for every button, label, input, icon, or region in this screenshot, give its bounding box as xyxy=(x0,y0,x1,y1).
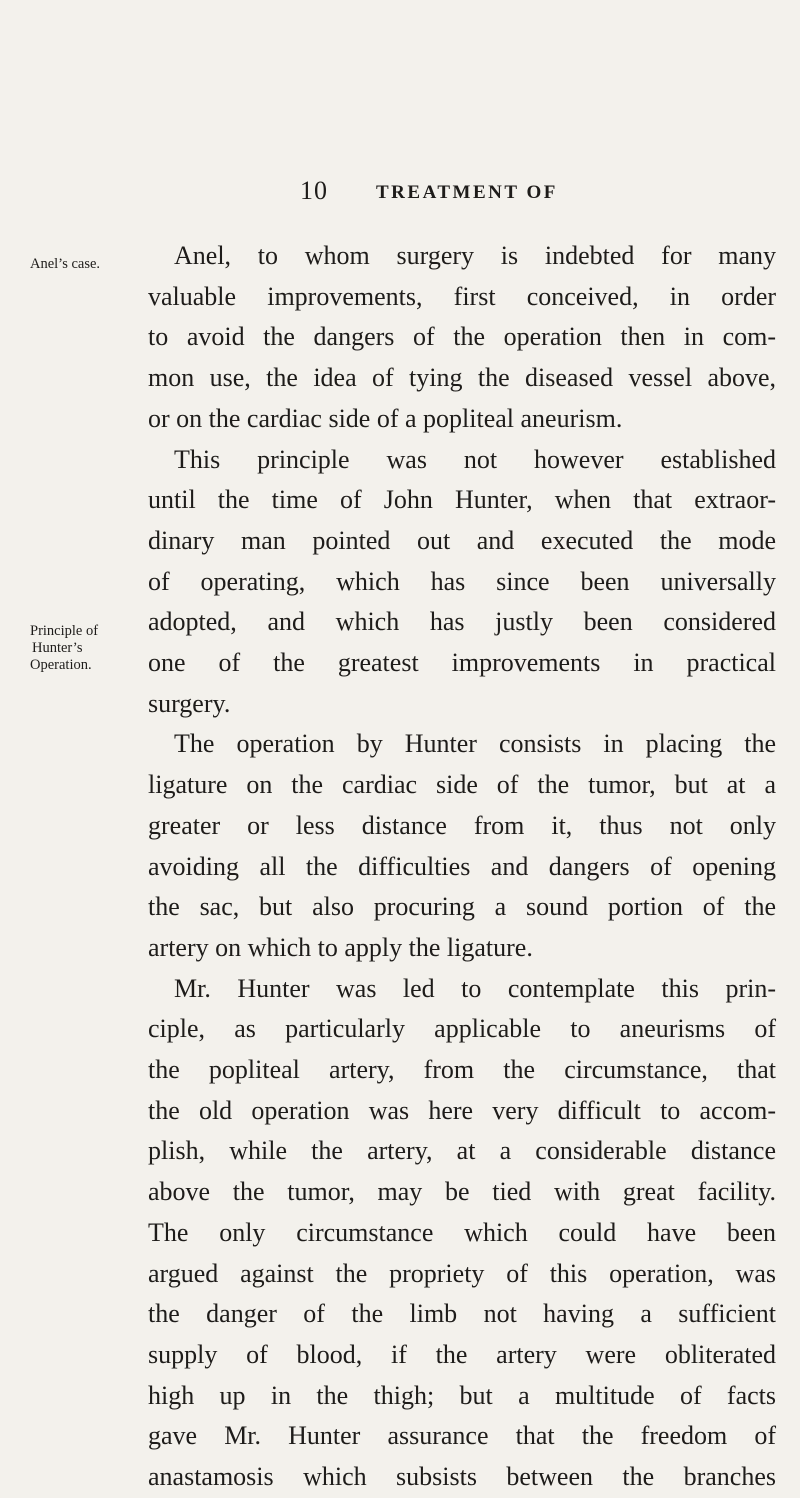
margin-note-anels-case xyxy=(30,256,132,273)
margin-note-line: Anel’s case. xyxy=(30,256,101,272)
text-line: surgery. xyxy=(148,688,231,718)
margin-note-principle xyxy=(30,623,132,674)
text-line: Anel, to whom surgery is indebted for many xyxy=(174,241,776,270)
margin-note-line: Operation. xyxy=(30,657,92,673)
running-head: TREATMENT OF xyxy=(376,182,558,203)
text-line: avoiding all the difficulties and dangers of opening xyxy=(148,851,777,881)
text-line: high up in the thigh; but a multitude of facts xyxy=(148,1380,777,1410)
text-line: dinary man pointed out and executed the mode xyxy=(148,525,776,555)
text-line: plish, while the artery, at a considerable distance xyxy=(148,1136,777,1166)
page-number: 10 xyxy=(300,176,328,205)
text-line: ligature on the cardiac side of the tumor, but at a xyxy=(148,770,777,800)
margin-note-line: Principle of xyxy=(30,623,99,639)
body-text xyxy=(148,236,776,1498)
text-line: argued against the propriety of this operation, was xyxy=(148,1258,776,1288)
text-line: the popliteal artery, from the circumstance, that xyxy=(148,1055,777,1085)
margin-note-line: Hunter’s xyxy=(32,640,83,656)
text-line: one of the greatest improvements in practical xyxy=(148,648,776,678)
paragraph xyxy=(148,440,776,725)
text-line: the sac, but also procuring a sound portion of the xyxy=(148,892,777,922)
text-line: valuable improvements, first conceived, in order xyxy=(148,281,777,311)
text-line: The operation by Hunter consists in placing the xyxy=(174,729,777,759)
text-line: artery on which to apply the ligature. xyxy=(148,932,533,962)
text-line: greater or less distance from it, thus not only xyxy=(148,810,776,840)
text-line: to avoid the dangers of the operation then in com- xyxy=(148,322,777,352)
paragraph xyxy=(148,724,776,968)
text-line: ciple, as particularly applicable to aneurisms of xyxy=(148,1014,776,1044)
page-header xyxy=(0,176,800,216)
text-line: Mr. Hunter was led to contemplate this prin- xyxy=(174,973,776,1003)
text-line: the danger of the limb not having a sufficient xyxy=(148,1299,776,1329)
text-line: anastamosis which subsists between the branches xyxy=(148,1462,776,1492)
text-line: the old operation was here very difficult to accom- xyxy=(148,1095,776,1125)
text-line: The only circumstance which could have been xyxy=(148,1217,776,1247)
text-line: of operating, which has since been universally xyxy=(148,566,776,596)
text-line: until the time of John Hunter, when that extraor- xyxy=(148,485,777,515)
text-line: gave Mr. Hunter assurance that the freedom of xyxy=(148,1421,776,1451)
paragraph xyxy=(148,236,776,440)
text-line: or on the cardiac side of a popliteal aneurism. xyxy=(148,403,623,433)
text-line: supply of blood, if the artery were obliterated xyxy=(148,1339,776,1369)
paragraph xyxy=(148,969,776,1498)
text-line: mon use, the idea of tying the diseased vessel above, xyxy=(148,363,777,393)
text-line: This principle was not however established xyxy=(174,444,776,474)
text-line: adopted, and which has justly been considered xyxy=(148,607,776,637)
text-line: above the tumor, may be tied with great facility. xyxy=(148,1177,777,1207)
